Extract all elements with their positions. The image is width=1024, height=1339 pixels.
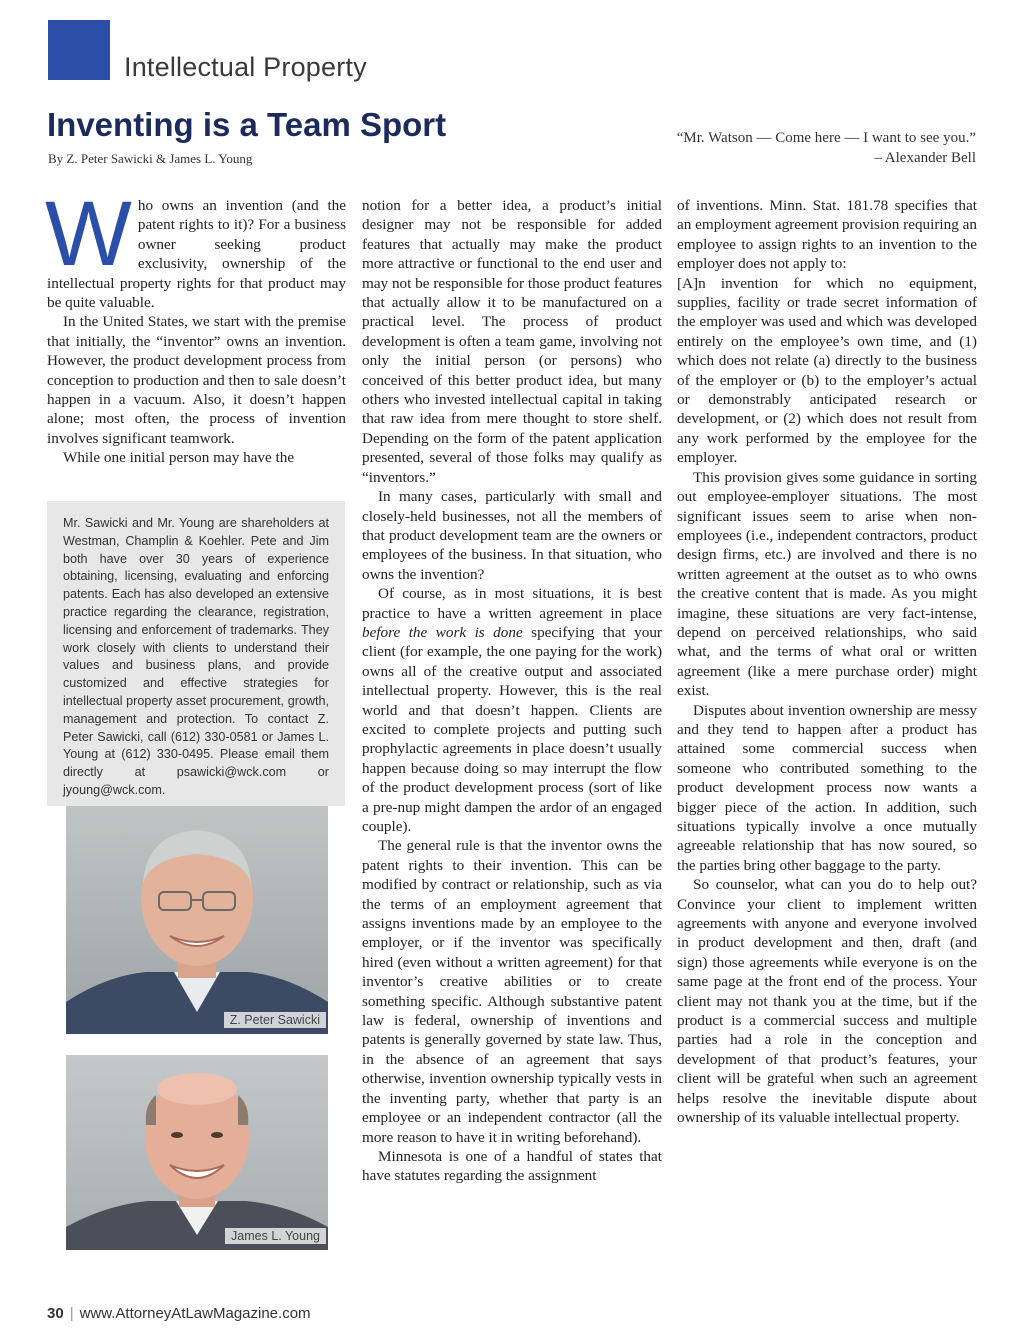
photo-caption: Z. Peter Sawicki (224, 1012, 326, 1028)
column-3 (677, 196, 977, 1128)
section-label: Intellectual Property (124, 52, 367, 82)
statute-block-quote: [A]n invention for which no equipment, supplies, facility or trade secret information of the employer was used and which was developed entirely on the employee’s own time, and (1) which does not relate (a) directly to the business of the employer or (b) to the employer’s actual or demonstrably anticipated research or development, or (2) which does not result from any work performed by the employee for the employer. (677, 274, 977, 467)
article-title: Inventing is a Team Sport (47, 106, 447, 143)
footer-website: www.AttorneyAtLawMagazine.com (79, 1305, 311, 1322)
paragraph-text: specifying that your client (for example, the one paying for the work) owns all of the creative output and associated intellectual property. However, this is the real world and that doesn’t happen. Clients are excited to complete projects and putting such prophylactic agreements in place doesn’t usually happen because doing so may interrupt the flow of the product development process (sort of like a pre-nup might dampen the ardor of an engaged couple). (362, 623, 662, 835)
drop-cap: W (45, 183, 132, 285)
epigraph-quote (677, 128, 976, 168)
page-footer (47, 1305, 311, 1322)
portrait-icon (66, 1055, 328, 1250)
author-bio-box (47, 501, 345, 806)
paragraph: notion for a better idea, a product’s initial designer may not be responsible for added features that actually may make the product more attractive or functional to the end user and may not be responsible for those product features that actually allow it to be manufactured on a practical level. The process of product development is often a team game, involving not only the initial person (or persons) who conceived of this better product idea, but many others who invested intellectual capital in taking that raw idea from mere thought to store shelf. Depending on the form of the patent application presented, several of those folks may qualify as “inventors.” (362, 197, 662, 486)
paragraph: The general rule is that the inventor owns the patent rights to their invention. This can be modified by contract or relationship, such as via the terms of an employment agreement that assigns inventions made by an employee to the employer, or if the inventor was specifically hired (even without a written agreement) for that inventor’s creative abilities or to create something specific. Although substantive patent law is federal, ownership of inventions and patents is generally governed by state law. Thus, in the absence of an agreement that says otherwise, invention ownership typically vests in the inventing party, whether that party is an employee or an independent contractor (all the more reason to have it in writing beforehand). (362, 837, 662, 1146)
paragraph: Minnesota is one of a handful of states that have statutes regarding the assignment (362, 1147, 662, 1185)
paragraph-text: ho owns an invention (and the patent rights to it)? For a business owner seeking product exclusivity, ownership of the intellectual property rights for that product may be quite valuable. (47, 197, 346, 312)
section-accent-bar (48, 20, 110, 80)
quote-text: “Mr. Watson — Come here — I want to see you.” (676, 130, 976, 146)
column-2 (362, 196, 662, 1186)
photo-caption: James L. Young (225, 1228, 326, 1244)
paragraph: Disputes about invention ownership are messy and they tend to happen after a product has attained some commercial success when someone who contributed something to the product development process now wants a bigger piece of the action. In addition, such situations typically involve a once mutually agreeable relationship that has now soured, so the parties bring other baggage to the party. (677, 701, 977, 874)
paragraph (45, 183, 346, 312)
paragraph (362, 584, 662, 836)
paragraph: of inventions. Minn. Stat. 181.78 specifies that an employment agreement provision requiring an employee to assign rights to an invention to the employer does not apply to: (677, 197, 977, 273)
author-photo-young (66, 1055, 328, 1250)
portrait-icon (66, 806, 328, 1034)
column-1 (45, 183, 346, 468)
emphasis-text: before the work is done (362, 623, 523, 641)
paragraph: So counselor, what can you do to help out? Convince your client to implement written agreements with anyone and everyone involved in product development and then, draft (and sign) those agreements while everyone is on the same page at the front end of the process. Your client may not thank you at the time, but if the product is a commercial success and multiple parties had a role in the conception and development of that product’s features, your client will be grateful when such an agreement helps resolve the inevitable dispute about ownership of its valuable intellectual property. (677, 876, 977, 1127)
author-photo-sawicki (66, 806, 328, 1034)
paragraph: In the United States, we start with the premise that initially, the “inventor” owns an invention. However, the product development process from conception to production and then to sale doesn’t happen in a vacuum. Also, it doesn’t happen alone; most often, the process of invention involves significant teamwork. (47, 313, 346, 447)
byline: By Z. Peter Sawicki & James L. Young (48, 151, 253, 166)
paragraph: While one initial person may have the (63, 449, 295, 467)
paragraph-text: Of course, as in most situations, it is best practice to have a written agreement in place (362, 585, 662, 622)
footer-divider: | (69, 1305, 74, 1322)
paragraph: This provision gives some guidance in sorting out employee-employer situations. The most significant issues seem to arise when non-employees (i.e., independent contractors, product design firms, etc.) are involved and there is no written agreement at the outset as to who owns the creative content that is made. As you might imagine, these situations are very fact-intense, depend on perceived relationships, who said what, and the terms of what oral or written agreement (like a mere purchase order) might exist. (677, 468, 977, 700)
author-bio-text: Mr. Sawicki and Mr. Young are shareholders at Westman, Champlin & Koehler. Pete and Jim both have over 30 years of experience obtaining, licensing, evaluating and enforcing patents. Each has also developed an extensive practice regarding the clearance, registration, licensing and enforcement of trademarks. They work closely with clients to understand their values and business plans, and provide customized and effective strategies for intellectual property asset procurement, growth, management and protection. To contact Z. Peter Sawicki, call (612) 330-0581 or James L. Young at (612) 330-0495. Please email them directly at psawicki@wck.com or jyoung@wck.com. (63, 516, 329, 797)
paragraph: In many cases, particularly with small and closely-held businesses, not all the members of that product development team are the owners or employees of the business. In that situation, who owns the invention? (362, 488, 662, 583)
quote-attribution: – Alexander Bell (874, 150, 976, 166)
page-number: 30 (47, 1305, 64, 1322)
